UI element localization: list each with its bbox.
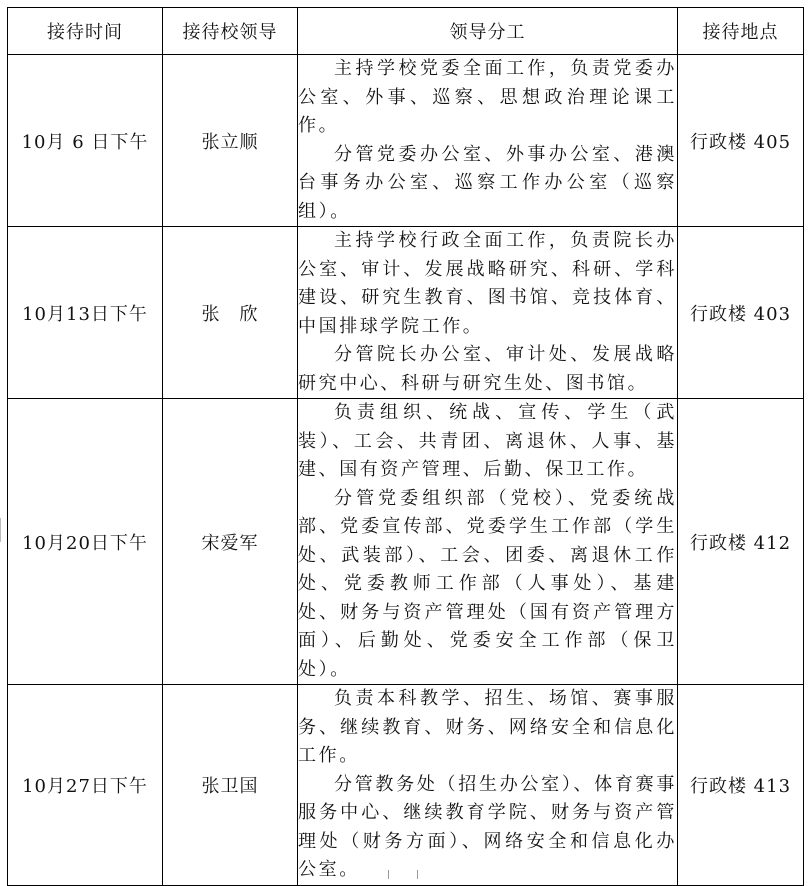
duty-responsibility: 负责组织、统战、宣传、学生（武装）、工会、共青团、离退休、人事、基建、国有资产管理、后勤、保卫工作。	[298, 402, 677, 480]
page-edge-mark	[0, 518, 5, 542]
duty-responsibility: 主持学校党委全面工作，负责党委办公室、外事、巡察、思想政治理论课工作。	[298, 58, 677, 136]
reception-time: 10月13日下午	[8, 227, 163, 399]
leader-name: 张立顺	[163, 55, 298, 227]
header-duties: 领导分工	[298, 8, 678, 55]
duty-responsibility: 主持学校行政全面工作，负责院长办公室、审计、发展战略研究、科研、学科建设、研究生教育、图书馆、竞技体育、中国排球学院工作。	[298, 230, 677, 337]
leader-name: 宋爱军	[163, 399, 298, 685]
table-row	[8, 399, 804, 685]
reception-location: 行政楼 413	[678, 685, 804, 886]
duty-supervision: 分管党委组织部（党校）、党委统战部、党委宣传部、党委学生工作部（学生处、武装部）、工会、团委、离退休工作处、党委教师工作部（人事处）、基建处、财务与资产管理处（国有资产管理方面）、后勤处、党委安全工作部（保卫处）。	[298, 487, 677, 680]
table-row	[8, 227, 804, 399]
table-row	[8, 55, 804, 227]
leader-name: 张卫国	[163, 685, 298, 886]
duty-supervision: 分管教务处（招生办公室）、体育赛事服务中心、继续教育学院、财务与资产管理处（财务方面）、网络安全和信息化办公室。	[298, 773, 677, 880]
leader-name: 张 欣	[163, 227, 298, 399]
table-row	[8, 685, 804, 886]
reception-time: 10月 6 日下午	[8, 55, 163, 227]
reception-location: 行政楼 405	[678, 55, 804, 227]
reception-location: 行政楼 403	[678, 227, 804, 399]
table-header-row	[8, 8, 804, 55]
leader-duties	[298, 227, 678, 399]
header-time: 接待时间	[8, 8, 163, 55]
duty-responsibility: 负责本科教学、招生、场馆、赛事服务、继续教育、财务、网络安全和信息化工作。	[298, 688, 677, 766]
reception-schedule-table	[7, 7, 804, 886]
page-bottom-mark	[388, 870, 418, 879]
header-leader: 接待校领导	[163, 8, 298, 55]
reception-time: 10月20日下午	[8, 399, 163, 685]
reception-time: 10月27日下午	[8, 685, 163, 886]
reception-location: 行政楼 412	[678, 399, 804, 685]
leader-duties	[298, 685, 678, 886]
leader-duties	[298, 55, 678, 227]
duty-supervision: 分管党委办公室、外事办公室、港澳台事务办公室、巡察工作办公室（巡察组）。	[298, 143, 677, 222]
duty-supervision: 分管院长办公室、审计处、发展战略研究中心、科研与研究生处、图书馆。	[298, 344, 677, 394]
header-location: 接待地点	[678, 8, 804, 55]
leader-duties	[298, 399, 678, 685]
